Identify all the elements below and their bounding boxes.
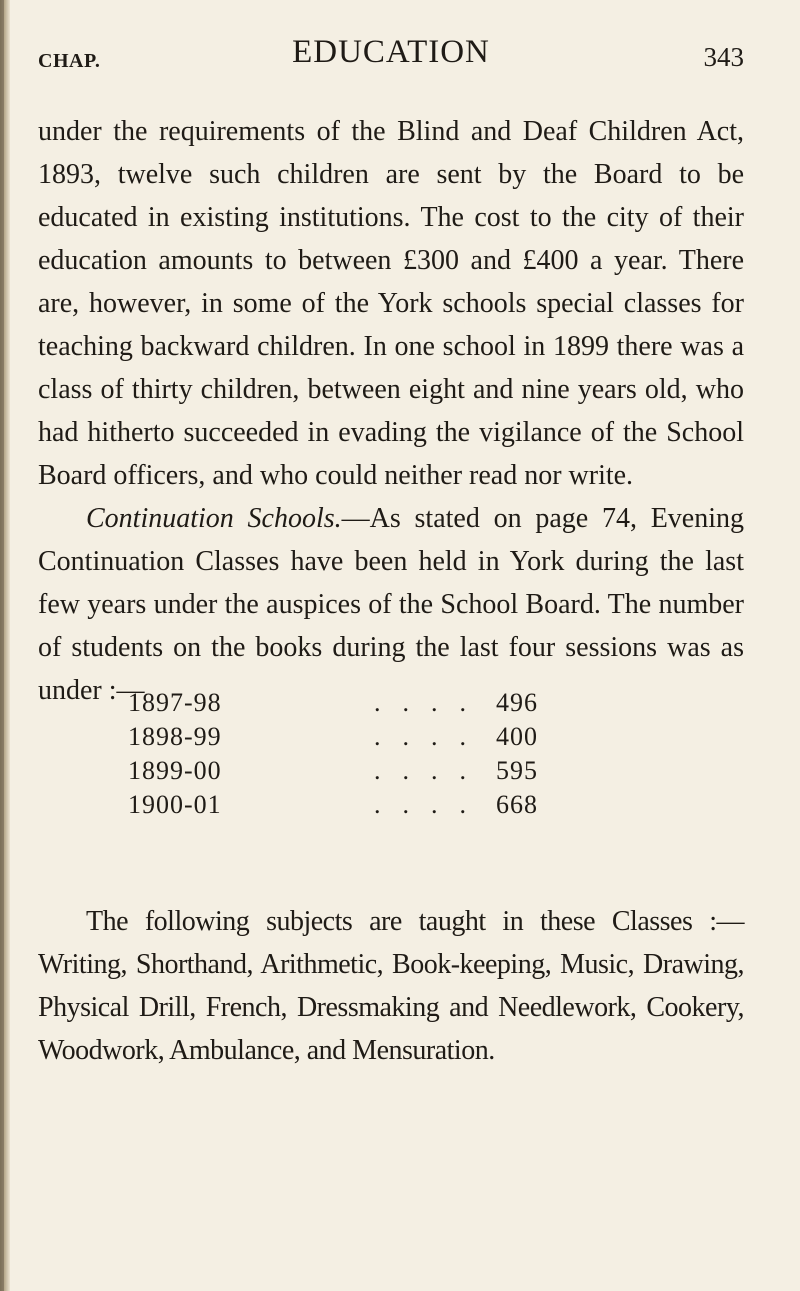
page-number: 343 <box>703 42 744 72</box>
page-title: EDUCATION <box>292 34 490 70</box>
student-count: 400 <box>496 722 538 751</box>
session-year: 1897-98 <box>128 688 222 717</box>
table-row <box>128 756 598 790</box>
dot-leader: .... <box>374 756 488 785</box>
paragraph-subjects: The following subjects are taught in these Classes :— Writing, Shorthand, Arithmetic, Book-keeping, Music, Drawing, Physical Drill, French, Dressmaking and Needlework, Cookery, Woodwork, Ambulance, and Mensuration. <box>38 906 744 1066</box>
student-count: 496 <box>496 688 538 717</box>
paragraph-continuation-schools <box>38 497 744 712</box>
dot-leader: .... <box>374 790 488 819</box>
section-heading-continuation-schools: Continuation Schools. <box>86 503 342 534</box>
student-count: 595 <box>496 756 538 785</box>
session-year: 1899-00 <box>128 756 222 785</box>
paragraph-blind-deaf-children: under the requirements of the Blind and Deaf Children Act, 1893, twelve such children are sent by the Board to be educated in existing institutions. The cost to the city of their education amounts to between £300 and £400 a year. There are, however, in some of the York schools special classes for teaching backward children. In one school in 1899 there was a class of thirty children, between eight and nine years old, who had hitherto succeeded in evading the vigilance of the School Board officers, and who could neither read nor write. <box>38 116 744 491</box>
subjects-text <box>38 900 744 1072</box>
session-year: 1900-01 <box>128 790 222 819</box>
table-row <box>128 688 598 722</box>
chapter-label: CHAP. <box>38 50 101 72</box>
running-head <box>38 32 744 82</box>
table-row <box>128 790 598 824</box>
page-binding-shadow <box>0 0 4 1291</box>
students-table <box>128 688 598 824</box>
main-text <box>38 110 744 712</box>
session-year: 1898-99 <box>128 722 222 751</box>
table-row <box>128 722 598 756</box>
student-count: 668 <box>496 790 538 819</box>
dot-leader: .... <box>374 722 488 751</box>
continuation-schools-text: —As stated on page 74, Evening Continuation Classes have been held in York during the last few years under the auspices of the School Board. The number of students on the books during the last four sessions was as under :— <box>38 503 744 706</box>
dot-leader: .... <box>374 688 488 717</box>
